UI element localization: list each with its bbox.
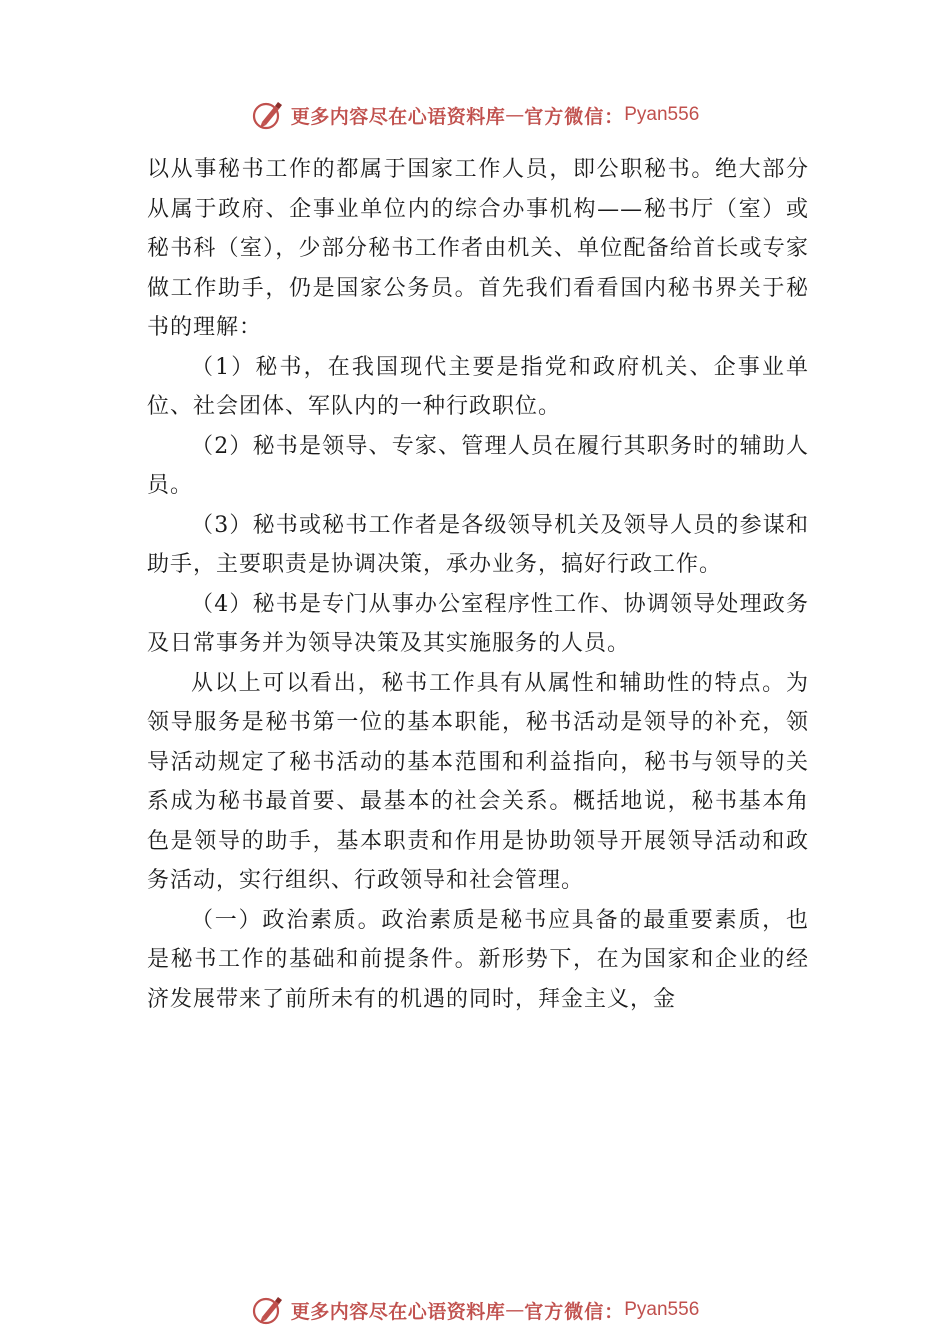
paragraph-6: 从以上可以看出，秘书工作具有从属性和辅助性的特点。为领导服务是秘书第一位的基本职能，秘书活动是领导的补充，领导活动规定了秘书活动的基本范围和利益指向，秘书与领导的关系成为秘书最首要、最基本的社会关系。概括地说，秘书基本角色是领导的助手，基本职责和作用是协助领导开展领导活动和政务活动，实行组织、行政领导和社会管理。	[147, 670, 809, 893]
paragraph-1: 以从事秘书工作的都属于国家工作人员，即公职秘书。绝大部分从属于政府、企事业单位内的综合办事机构——秘书厅（室）或秘书科（室），少部分秘书工作者由机关、单位配备给首长或专家做工作助手，仍是国家公务员。首先我们看看国内秘书界关于秘书的理解：	[147, 157, 809, 340]
banner-wechat-label: 官方微信：	[524, 105, 625, 128]
pen-logo-icon	[251, 1293, 285, 1327]
paragraph-2: （1）秘书，在我国现代主要是指党和政府机关、企事业单位、社会团体、军队内的一种行政职位。	[147, 354, 809, 419]
paragraph-5: （4）秘书是专门从事办公室程序性工作、协调领导处理政务及日常事务并为领导决策及其实施服务的人员。	[147, 591, 809, 656]
document-body	[147, 150, 809, 1019]
banner-wechat-id: Pyan556	[624, 1299, 700, 1320]
banner-dash: —	[505, 104, 525, 126]
banner-wechat-label: 官方微信：	[524, 1300, 625, 1323]
footer-banner	[0, 1290, 950, 1330]
pen-logo-icon	[251, 98, 285, 132]
paragraph-7: （一）政治素质。政治素质是秘书应具备的最重要素质，也是秘书工作的基础和前提条件。新形势下，在为国家和企业的经济发展带来了前所未有的机遇的同时，拜金主义，金	[147, 907, 809, 1012]
banner-dash: —	[505, 1299, 525, 1321]
paragraph-4: （3）秘书或秘书工作者是各级领导机关及领导人员的参谋和助手，主要职责是协调决策，承办业务，搞好行政工作。	[147, 512, 809, 577]
banner-wechat-id: Pyan556	[624, 104, 700, 125]
banner-brand-text: 更多内容尽在心语资料库	[290, 105, 506, 128]
header-banner	[0, 95, 950, 135]
banner-brand-text: 更多内容尽在心语资料库	[290, 1300, 506, 1323]
paragraph-3: （2）秘书是领导、专家、管理人员在履行其职务时的辅助人员。	[147, 433, 809, 498]
